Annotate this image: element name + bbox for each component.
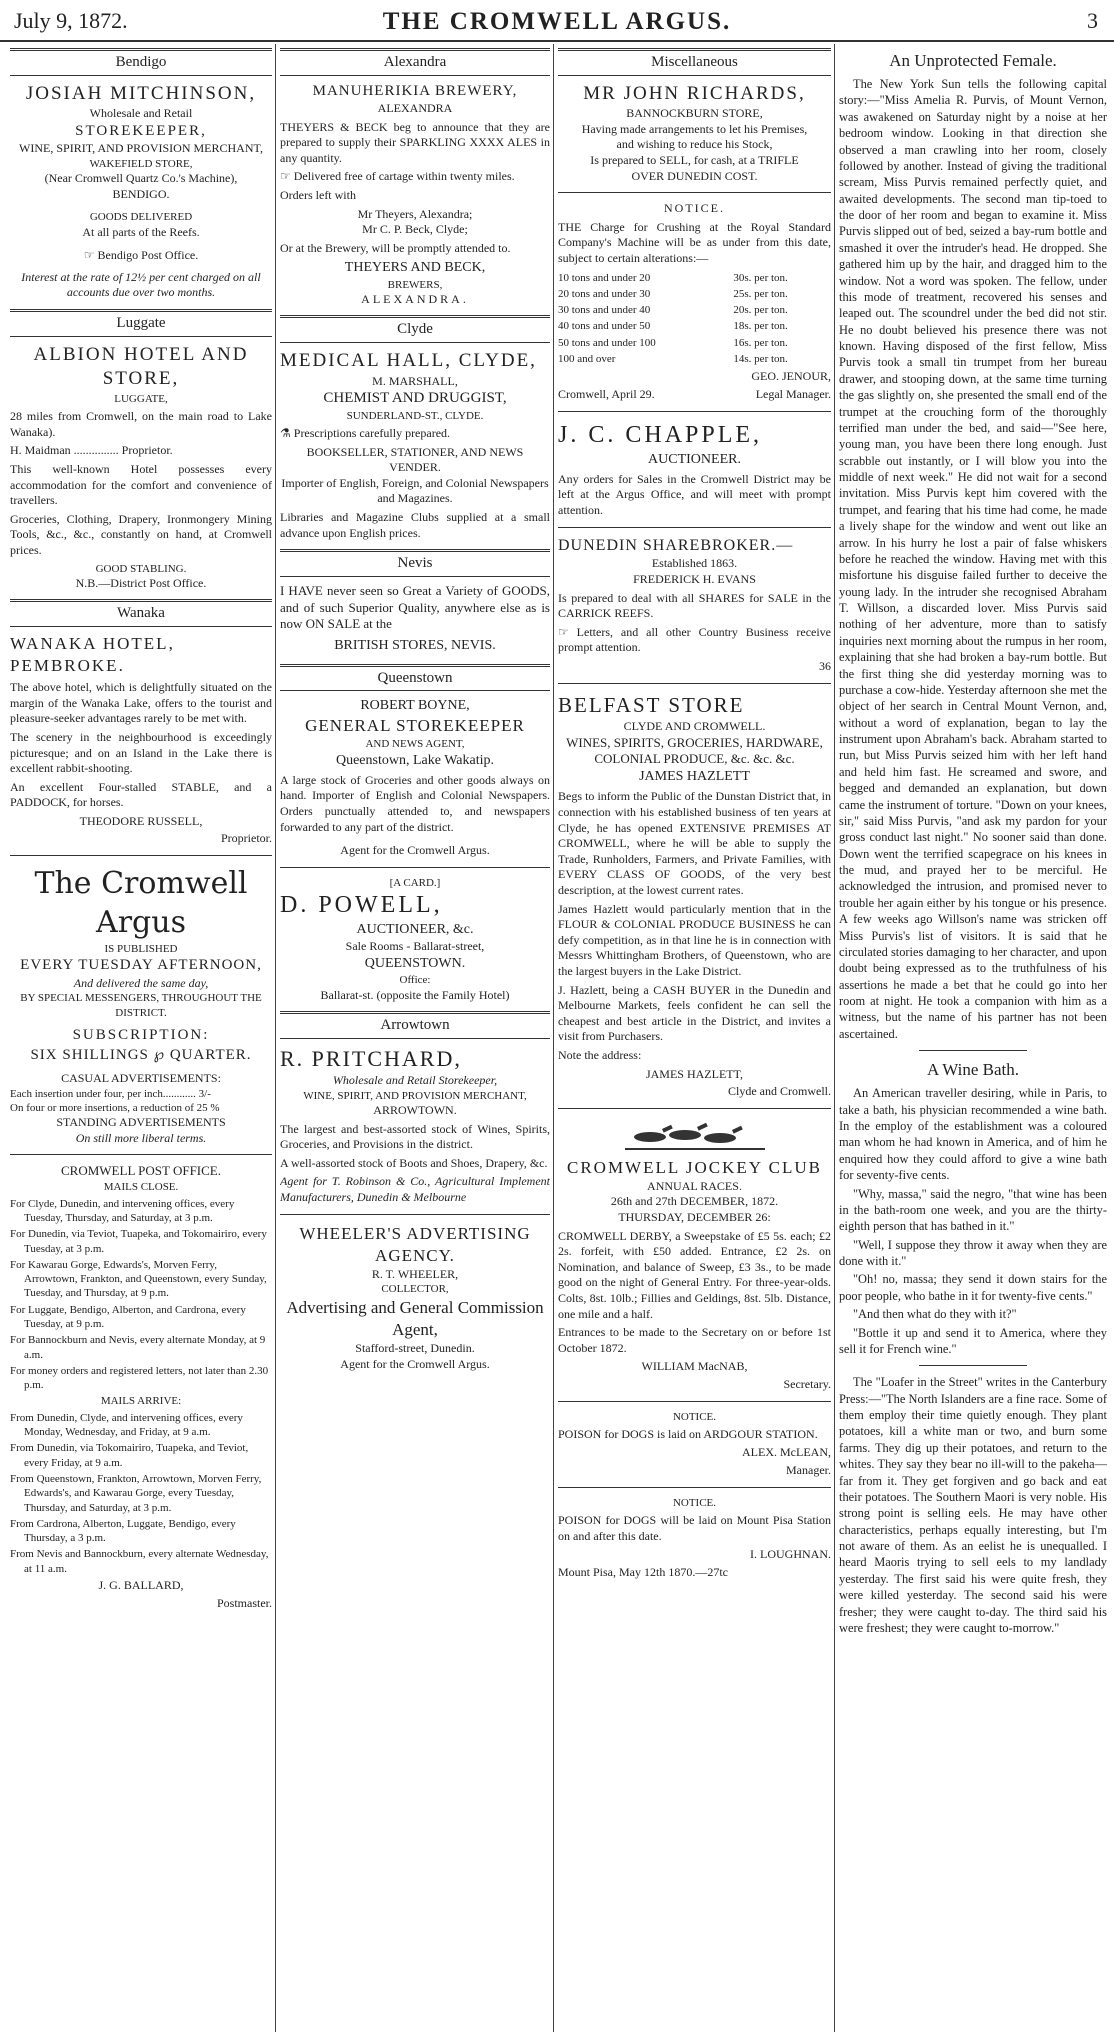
ad-line: J. Hazlett, being a CASH BUYER in the Dunedin and Melbourne Markets, feels confident he can sell the cheapest and best article in the District, and invites a visit from Purchasers.	[558, 982, 831, 1044]
ad-line: JAMES HAZLETT,	[645, 1066, 744, 1081]
ad-name: MANUHERIKIA BREWERY,	[312, 82, 518, 99]
ad-mitchinson	[10, 82, 272, 302]
ad-line: JAMES HAZLETT	[639, 769, 750, 785]
ad-crushing-notice	[558, 201, 831, 402]
ad-name: R. PRITCHARD,	[280, 1045, 462, 1071]
ad-post-office	[10, 1163, 272, 1611]
ad-line: (Near Cromwell Quartz Co.'s Machine),	[44, 171, 238, 186]
ad-line: Or at the Brewery, will be promptly attended to.	[280, 240, 511, 255]
ad-line: Note the address:	[558, 1047, 642, 1062]
ad-line: Proprietor.	[221, 831, 272, 846]
section-heading: Clyde	[280, 315, 550, 343]
ad-chapple	[558, 420, 831, 519]
table-cell: 20 tons and under 30	[558, 287, 651, 300]
ad-line: Having made arrangements to let his Premises,	[581, 121, 808, 136]
crushing-rates-table	[558, 270, 831, 368]
ad-line: Importer of English, Foreign, and Colonial Newspapers and Magazines.	[281, 475, 549, 506]
ad-line: An excellent Four-stalled STABLE, and a PADDOCK, for horses.	[10, 779, 272, 810]
section-heading: Miscellaneous	[558, 48, 831, 76]
ad-line: Mr C. P. Beck, Clyde;	[362, 222, 468, 237]
ad-line: On still more liberal terms.	[75, 1130, 207, 1145]
ad-sharebroker	[558, 536, 831, 675]
section-heading: Arrowtown	[280, 1011, 550, 1039]
ad-line: NOTICE.	[672, 1496, 717, 1509]
table-cell: 100 and over	[558, 353, 616, 366]
ad-line: AND NEWS AGENT,	[365, 738, 465, 751]
ad-line: WINES, SPIRITS, GROCERIES, HARDWARE, COLONIAL PRODUCE, &c. &c. &c.	[566, 734, 823, 767]
ad-line: BRITISH STORES, NEVIS.	[334, 638, 496, 654]
mail-arrive-item: From Nevis and Bannockburn, every alternate Wednesday, at 11 a.m.	[10, 1548, 269, 1575]
ad-name: WANAKA HOTEL, PEMBROKE.	[10, 633, 175, 676]
ad-line: James Hazlett would particularly mention that in the FLOUR & COLONIAL PRODUCE BUSINESS he can defy competition, as in that line he is in connection with Messrs Whittingham Brothers, of Queenstown, who are the largest buyers in the Lake District.	[558, 901, 831, 978]
ad-line: Sale Rooms - Ballarat-street,	[345, 939, 485, 954]
pointing-hand-icon: ☞	[558, 624, 577, 639]
ad-line: Mount Pisa, May 12th 1870.—27tc	[558, 1564, 728, 1579]
article-headline: An Unprotected Female.	[889, 51, 1057, 70]
article-paragraph: An American traveller desiring, while in Paris, to take a bath, his physician recommended a wine bath. In the employ of the establishment was a coloured man whom he had known in America, and of him he enquired how they could afford to give a wine bath for seventy-five cents.	[839, 1086, 1107, 1183]
article-paragraph: "Well, I suppose they throw it away when they are done with it."	[839, 1237, 1107, 1269]
table-row	[558, 286, 831, 302]
ad-line: Stafford-street, Dunedin.	[355, 1340, 475, 1355]
table-row	[558, 318, 831, 334]
ad-line: Established 1863.	[651, 556, 738, 571]
pointing-hand-icon: ☞	[280, 169, 294, 184]
mail-close-item: For money orders and registered letters, not later than 2.30 p.m.	[10, 1364, 269, 1392]
ad-line: QUEENSTOWN.	[364, 956, 466, 972]
ad-line: THEYERS & BECK beg to announce that they are prepared to supply their SPARKLING XXXX ALES in any quantity.	[280, 119, 550, 165]
ad-line: Any orders for Sales in the Cromwell District may be left at the Argus Office, and will meet with prompt attention.	[558, 471, 831, 518]
ad-line: I. LOUGHNAN.	[750, 1547, 831, 1562]
table-cell: 20s. per ton.	[733, 304, 788, 317]
ad-name: CROMWELL JOCKEY CLUB	[566, 1157, 822, 1177]
paper-title: THE CROMWELL ARGUS.	[382, 8, 732, 35]
section-heading: Luggate	[10, 309, 272, 337]
ad-line: AUCTIONEER.	[648, 451, 741, 467]
ad-line: H. Maidman ............... Proprietor.	[10, 443, 173, 458]
table-cell: 16s. per ton.	[733, 336, 788, 349]
page-number: 3	[1087, 8, 1098, 33]
column-3	[558, 48, 831, 2028]
table-cell: 40 tons and under 50	[558, 320, 651, 333]
article-headline: A Wine Bath.	[926, 1060, 1020, 1080]
ad-argus-subscription	[10, 864, 272, 1146]
ad-line: Wholesale and Retail Storekeeper,	[332, 1073, 498, 1088]
section-heading: Queenstown	[280, 664, 550, 692]
ad-line: The scenery in the neighbourhood is exceedingly picturesque; and on an Island in the Lake there is excellent rabbit-shooting.	[10, 729, 272, 776]
ad-line: MAILS CLOSE.	[103, 1181, 179, 1194]
ad-manuherikia-brewery	[280, 82, 550, 308]
ad-line: STANDING ADVERTISEMENTS	[56, 1115, 226, 1130]
ad-line: CHEMIST AND DRUGGIST,	[323, 390, 507, 407]
masthead	[0, 0, 1114, 42]
ad-name: BELFAST STORE	[558, 692, 745, 717]
mail-arrive-item: From Dunedin, Clyde, and intervening offices, every Monday, Wednesday, and Friday, at 9 a.m.	[10, 1411, 243, 1439]
table-row	[558, 335, 831, 351]
table-cell: 30s. per ton.	[733, 271, 788, 284]
ad-line: A large stock of Groceries and other goods always on hand. Importer of English and Colonial Newspapers. Orders punctually attended to, and newspapers forwarded to any part of the district.	[280, 772, 550, 834]
ad-line: 36	[819, 659, 831, 674]
table-cell: 50 tons and under 100	[558, 336, 656, 349]
table-cell: 30 tons and under 40	[558, 304, 651, 317]
ad-wanaka-hotel	[10, 633, 272, 847]
ad-line: LUGGATE,	[114, 392, 168, 405]
ad-line: AUCTIONEER, &c.	[356, 922, 474, 938]
ad-line: Queenstown, Lake Wakatip.	[335, 752, 494, 768]
racehorses-icon	[620, 1117, 770, 1153]
column-1	[10, 48, 272, 2028]
ad-line: POISON for DOGS will be laid on Mount Pisa Station on and after this date.	[558, 1512, 831, 1543]
ad-line: Is prepared to deal with all SHARES for SALE in the CARRICK REEFS.	[558, 590, 831, 621]
ad-robert-boyne	[280, 697, 550, 859]
ad-line: Each insertion under four, per inch............ 3/-	[10, 1087, 211, 1100]
table-cell: 18s. per ton.	[733, 320, 788, 333]
ad-name: WHEELER'S ADVERTISING AGENCY.	[299, 1223, 531, 1265]
ad-line: Cromwell, April 29.	[558, 386, 655, 401]
mortar-pestle-icon: ⚗	[280, 426, 294, 440]
ad-line: COLLECTOR,	[381, 1283, 449, 1296]
ad-line: WINE, SPIRIT, AND PROVISION MERCHANT,	[303, 1089, 527, 1102]
ad-line: ROBERT BOYNE,	[360, 698, 470, 714]
ad-john-richards	[558, 82, 831, 185]
section-heading: Alexandra	[280, 48, 550, 76]
ad-line: Bendigo Post Office.	[97, 248, 199, 263]
ad-medical-hall	[280, 349, 550, 541]
ad-line: On four or more insertions, a reduction of 25 %	[10, 1101, 220, 1114]
ad-line: Is prepared to SELL, for cash, at a TRIFLE	[590, 152, 799, 167]
ad-british-stores	[280, 583, 550, 656]
ad-line: N.B.—District Post Office.	[75, 575, 207, 590]
ad-line: ALEXANDRA.	[361, 291, 469, 306]
ad-line: I HAVE never seen so Great a Variety of GOODS, and of such Superior Quality, anywhere else as is now ON SALE at the	[280, 582, 550, 632]
ad-line: Interest at the rate of 12½ per cent charged on all accounts due over two months.	[21, 269, 261, 300]
ad-line: 28 miles from Cromwell, on the main road to Lake Wanaka).	[10, 409, 272, 439]
ad-line: Agent for the Cromwell Argus.	[340, 1356, 490, 1371]
ad-albion-hotel	[10, 343, 272, 592]
table-row	[558, 302, 831, 318]
ad-line: Legal Manager.	[755, 386, 831, 401]
mail-close-item: For Kawarau Gorge, Edwards's, Morven Ferry, Arrowtown, Frankton, and Queenstown, every Sunday, Tuesday, and Thursday, at 9 p.m.	[10, 1258, 267, 1300]
ad-line: SUNDERLAND-ST., CLYDE.	[346, 409, 484, 422]
ad-name: D. POWELL,	[280, 892, 443, 919]
ad-line: WAKEFIELD STORE,	[89, 157, 193, 170]
article-paragraph: "Why, massa," said the negro, "that wine has been in the bath-room one week, and you are the thirty-eighth person that has bathed in it."	[839, 1186, 1107, 1234]
ad-line: Manager.	[786, 1463, 831, 1478]
ad-line: CASUAL ADVERTISEMENTS:	[61, 1071, 221, 1086]
ad-line: Office:	[399, 974, 431, 987]
table-row	[558, 270, 831, 286]
article-paragraph: "And then what do they with it?"	[853, 1307, 1017, 1322]
ad-line: Secretary.	[783, 1376, 831, 1391]
ad-line: IS PUBLISHED	[104, 943, 178, 956]
pointing-hand-icon: ☞	[83, 248, 98, 263]
section-heading: Nevis	[280, 549, 550, 577]
ad-ardgour-notice	[558, 1410, 831, 1479]
article-paragraph: The New York Sun tells the following capital story:—"Miss Amelia R. Purvis, of Mount Vernon, was awakened on Saturday night by a noise at her bedroom window. Looking in that direction she observed a man crawling into her room, closely followed by another. Instead of giving the traditional scream, Miss Purvis remained perfectly quiet, and awaited developments. The second man tip-toed to the door of her room and began to examine it. Miss Purvis slipped out of bed, seized a bay-rum bottle and smashed it over the intruder's head. He dropped. She gathered him up by the hair, and dragged him to the window. Not a word was spoken. The fellow, under this mode of treatment, recovered his senses and leaped out. The scoundrel under the bed did not stir. He no doubt believed his presence there was not known. Having disposed of the first fellow, Miss Purvis took a small tin trumpet from her bureau drawer, and stooping down, at the same time turning the gas slightly on, she presented the small end of the trumpet at the crouching form of the thoroughly terrified man under the bed, and said—"See here, young man, you have been there long enough. Just scrabble out instantly, or I will blow you into the middle of next week." He did not wait for a second invitation. Miss Purvis kept him covered with the trumpet, and fearing that his time had come, he made a lively shape for the window and went out like an arrow. In his hurry he lost a pair of false whiskers before he reached the window. Having met with this misfortune his disguise failed further to deceive the young lady. In the intruder she recognised Abraham T. Willson, a discarded lover. Miss Purvis said nothing of her adventure, more than to satisfy inquiries next morning about the rumpus in her room, explaining that she had broken a bay-rum bottle. But the first thing she did yesterday morning was to purchase a cow-hide. Yesterday afternoon she met the object of her search in Central Mount Vernon, and, without a word of explanation, began to lay the instrument upon Abraham's back. Abraham started to run, but Miss Purvis seized him with her left hand and held him fast. He screamed and swore, and begged and demanded an explanation, but down came the instrument of torture. "Down on your knees, sir," said Miss Purvis, "and ask my pardon for your gross conduct last night." No sooner said than done. Down went the terrified scapegrace on his knees in the mud, and prayed her to be merciful. He acknowledged the intrusion, and promised never to trouble her again either by his tongue or his presence. A few weeks ago Willson's name was stricken off Miss Purvis's list of visitors. It is said that he circulated stories damaging to her character, and upon doubt being expressed as to the truthfulness of his assertions he made a bet that he could go into her room at night. He took a companion with him as a witness, but the name of his partner has not been ascertained.	[839, 77, 1107, 1041]
ad-line: MAILS ARRIVE:	[100, 1395, 182, 1408]
mail-arrive-item: From Cardrona, Alberton, Luggate, Bendigo, every Thursday, a 3 p.m.	[10, 1517, 236, 1545]
ad-line: The largest and best-assorted stock of Wines, Spirits, Groceries, and Provisions in the district.	[280, 1121, 550, 1152]
ad-line: BANNOCKBURN STORE,	[626, 106, 763, 121]
ad-line: ARROWTOWN.	[373, 1103, 457, 1118]
article-paragraph: "Bottle it up and send it to America, where they sell it for French wine."	[839, 1325, 1107, 1356]
article-paragraph: The "Loafer in the Street" writes in the Canterbury Press:—"The North Islanders are a fine race. Some of them employ their time quietly enough. They plant potatoes, kill a white man or two, and burn some farms. They dig up their potatoes, and return to the whites. They say they bear no ill-will to the pakeha—far from it. They get forgiven and go back and eat their potatoes. The Southern Maori is very noble. His strong point is selling eels. He may have other characteristics, perhaps equally interesting, but I'm not aware of them. As an eelist he is unequalled. I heard Maoris trying to sell eels to my landlady yesterday. The first said his were quite fresh, they were killed yesterday. The second said his were fresher; they were caught to-day. The third said his were freshest; they were caught to-morrow."	[839, 1375, 1107, 1635]
ad-line: 26th and 27th DECEMBER, 1872.	[610, 1194, 779, 1209]
mail-close-item: For Dunedin, via Teviot, Tuapeka, and Tokomairiro, every Tuesday, at 3 p.m.	[10, 1228, 267, 1255]
ad-line: THURSDAY, DECEMBER 26:	[618, 1210, 771, 1225]
ad-name: NOTICE.	[664, 201, 725, 216]
ad-line: ANNUAL RACES.	[647, 1178, 742, 1193]
ad-belfast-store	[558, 692, 831, 1100]
ad-line: SUBSCRIPTION:	[72, 1027, 210, 1044]
ad-line: The above hotel, which is delightfully situated on the margin of the Wanaka Lake, offers to the tourist and pleasure-seeker advantages rarely to be met with.	[10, 680, 272, 726]
ad-name: MEDICAL HALL, CLYDE,	[280, 349, 537, 371]
mail-close-item: For Bannockburn and Nevis, every alternate Monday, at 9 a.m.	[10, 1334, 266, 1361]
ad-line: and wishing to reduce his Stock,	[616, 137, 773, 152]
ad-line: THEODORE RUSSELL,	[79, 813, 203, 828]
issue-date: July 9, 1872.	[14, 8, 128, 33]
mail-close-item: For Clyde, Dunedin, and intervening offices, every Tuesday, Thursday, and Saturday, at 3 p.m.	[10, 1197, 235, 1224]
ad-line: BY SPECIAL MESSENGERS, THROUGHOUT THE DISTRICT.	[20, 992, 262, 1019]
ad-line: Begs to inform the Public of the Dunstan District that, in connection with his established business of ten years at Clyde, he has opened EXTENSIVE PREMISES AT CROMWELL, where he will be able to supply the Trade, Runholders, Farmers, and Private Families, with EVERY CLASS OF GOODS, of the very best description, at the lowest current rates.	[558, 789, 831, 898]
ad-powell	[280, 876, 550, 1003]
ad-line: M. MARSHALL,	[372, 373, 458, 388]
ad-name: DUNEDIN SHAREBROKER.—	[558, 536, 794, 554]
ad-mount-pisa-notice	[558, 1496, 831, 1581]
ad-line: Groceries, Clothing, Drapery, Ironmongery Mining Tools, &c., &c., constantly on hand, at Cromwell prices.	[10, 511, 272, 557]
column-rule	[553, 44, 554, 2032]
table-row	[558, 351, 831, 367]
argus-nameplate: The Cromwell Argus	[34, 866, 248, 941]
ad-line: Agent for T. Robinson & Co., Agricultural Implement Manufacturers, Dunedin & Melbourne	[280, 1174, 550, 1205]
ad-name: CROMWELL POST OFFICE.	[61, 1163, 221, 1179]
ad-line: ALEXANDRA	[377, 101, 453, 115]
ad-line: WINE, SPIRIT, AND PROVISION MERCHANT,	[19, 141, 263, 156]
ad-line: GOOD STABLING.	[95, 562, 187, 575]
table-cell: 10 tons and under 20	[558, 271, 651, 284]
ad-line: THEYERS AND BECK,	[344, 260, 486, 276]
ad-line: CROMWELL DERBY, a Sweepstake of £5 5s. each; £2 2s. forfeit, with £50 added. Entrance, £2 2s. on Nomination, and balance of Sweep, £3 3s., to be made good on the night of General Entry. For three-year-olds. Colts, 8st. 10lb.; Fillies and Geldings, 8st. 5lb. Distance, one mile and a half.	[558, 1228, 831, 1321]
ad-line: NOTICE.	[672, 1410, 717, 1423]
ad-line: GOODS DELIVERED	[89, 211, 193, 224]
section-heading: Bendigo	[10, 48, 272, 76]
ad-line: Delivered free of cartage within twenty miles.	[293, 169, 515, 184]
column-rule	[834, 44, 835, 2032]
ad-line: J. G. BALLARD,	[98, 1578, 184, 1593]
ad-line: Libraries and Magazine Clubs supplied at a small advance upon English prices.	[280, 509, 550, 540]
ad-line: [A CARD.]	[389, 876, 441, 889]
mail-arrive-item: From Dunedin, via Tokomairiro, Tuapeka, and Teviot, every Friday, at 9 a.m.	[10, 1442, 249, 1469]
mail-close-item: For Luggate, Bendigo, Alberton, and Cardrona, every Tuesday, at 9 p.m.	[10, 1303, 246, 1330]
column-2	[280, 48, 550, 2028]
ad-line: FREDERICK H. EVANS	[633, 572, 756, 587]
ad-pritchard	[280, 1045, 550, 1206]
ad-line: Prescriptions carefully prepared.	[293, 426, 451, 440]
ad-name: MR JOHN RICHARDS,	[583, 82, 806, 104]
article-paragraph: "Oh! no, massa; they send it down stairs for the poor people, who bathe in it for twenty-five cents."	[839, 1272, 1107, 1303]
ad-line: And delivered the same day,	[73, 975, 209, 990]
ad-line: CLYDE AND CROMWELL.	[623, 718, 766, 733]
ad-line: BREWERS,	[387, 278, 443, 291]
ad-line: Ballarat-st. (opposite the Family Hotel)	[320, 987, 510, 1002]
ad-line: ALEX. McLEAN,	[742, 1445, 831, 1460]
ad-line: Agent for the Cromwell Argus.	[340, 843, 490, 858]
ad-line: OVER DUNEDIN COST.	[631, 168, 758, 183]
ad-line: STOREKEEPER,	[75, 122, 207, 139]
section-heading: Wanaka	[10, 599, 272, 627]
ad-line: BOOKSELLER, STATIONER, AND NEWS VENDER.	[306, 444, 524, 475]
ad-line: THE Charge for Crushing at the Royal Standard Company's Machine will be as under from this date, subject to certain alterations:—	[558, 219, 831, 265]
table-cell: 14s. per ton.	[733, 353, 788, 366]
ad-line: WILLIAM MacNAB,	[641, 1359, 748, 1374]
ad-name: J. C. CHAPPLE,	[558, 421, 763, 448]
ad-line: A well-assorted stock of Boots and Shoes, Drapery, &c.	[280, 1155, 548, 1170]
ad-name: GENERAL STOREKEEPER	[305, 716, 525, 736]
ad-line: EVERY TUESDAY AFTERNOON,	[20, 957, 262, 974]
column-rule	[275, 44, 276, 2032]
ad-line: Wholesale and Retail	[89, 106, 193, 121]
ad-line: At all parts of the Reefs.	[82, 224, 200, 239]
ad-line: GEO. JENOUR,	[751, 369, 831, 384]
ad-line: R. T. WHEELER,	[371, 1266, 459, 1281]
ad-line: Orders left with	[280, 187, 356, 202]
ad-line: POISON for DOGS is laid on ARDGOUR STATION.	[558, 1426, 818, 1441]
ad-line: Advertising and General Commission Agent,	[286, 1297, 544, 1339]
ad-line: Clyde and Cromwell.	[728, 1084, 831, 1099]
ad-line: This well-known Hotel possesses every accommodation for the comfort and convenience of travellers.	[10, 461, 272, 508]
column-4	[839, 48, 1107, 2028]
ad-jockey-club	[558, 1117, 831, 1393]
ad-name: JOSIAH MITCHINSON,	[25, 82, 257, 104]
ad-name: ALBION HOTEL AND STORE,	[33, 343, 249, 390]
ad-line: Postmaster.	[216, 1595, 272, 1610]
ad-line: SIX SHILLINGS ℘ QUARTER.	[30, 1046, 252, 1063]
ad-line: Entrances to be made to the Secretary on or before 1st October 1872.	[558, 1325, 831, 1355]
table-cell: 25s. per ton.	[733, 287, 788, 300]
ad-wheeler	[280, 1223, 550, 1372]
ad-line: Letters, and all other Country Business receive prompt attention.	[558, 624, 831, 655]
ad-line: BENDIGO.	[112, 186, 170, 201]
mail-arrive-item: From Queenstown, Frankton, Arrowtown, Morven Ferry, Edwards's, and Kawarau Gorge, every Tuesday, Thursday, and Saturday, at 3 p.m.	[10, 1472, 262, 1514]
ad-line: Mr Theyers, Alexandra;	[357, 206, 473, 221]
